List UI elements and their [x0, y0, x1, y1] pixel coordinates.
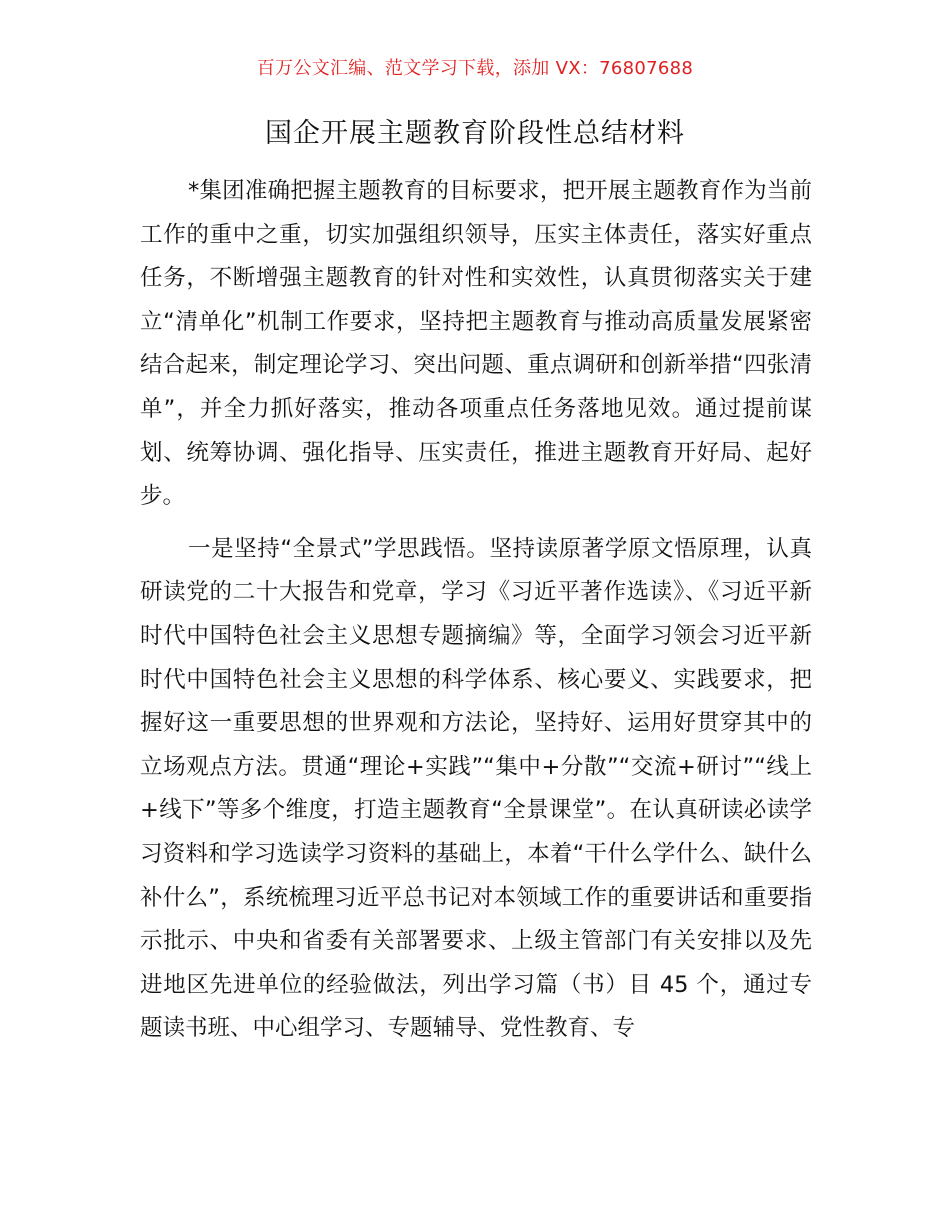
document-title: 国企开展主题教育阶段性总结材料 [265, 118, 685, 149]
paragraph-intro: *集团准确把握主题教育的目标要求，把开展主题教育作为当前工作的重中之重，切实加强组织领导，压实主体责任，落实好重点任务，不断增强主题教育的针对性和实效性，认真贯彻落实关于建立“清单化”机制工作要求，坚持把主题教育与推动高质量发展紧密结合起来，制定理论学习、突出问题、重点调研和创新举措“四张清单”，并全力抓好落实，推动各项重点任务落地见效。通过提前谋划、统筹协调、强化指导、压实责任，推进主题教育开好局、起好步。 [140, 178, 812, 510]
document-body [140, 170, 812, 1051]
header-banner: 百万公文汇编、范文学习下载，添加 VX：76807688 [256, 58, 694, 79]
paragraph-section-one: 一是坚持“全景式”学思践悟。坚持读原著学原文悟原理，认真研读党的二十大报告和党章，学习《习近平著作选读》、《习近平新时代中国特色社会主义思想专题摘编》等，全面学习领会习近平新时代中国特色社会主义思想的科学体系、核心要义、实践要求，把握好这一重要思想的世界观和方法论，坚持好、运用好贯穿其中的立场观点方法。贯通“理论+实践”“集中+分散”“交流+研讨”“线上+线下”等多个维度，打造主题教育“全景课堂”。在认真研读必读学习资料和学习选读学习资料的基础上，本着“干什么学什么、缺什么补什么”，系统梳理习近平总书记对本领域工作的重要讲话和重要指示批示、中央和省委有关部署要求、上级主管部门有关安排以及先进地区先进单位的经验做法，列出学习篇（书）目 45 个，通过专题读书班、中心组学习、专题辅导、党性教育、专 [140, 535, 812, 1042]
